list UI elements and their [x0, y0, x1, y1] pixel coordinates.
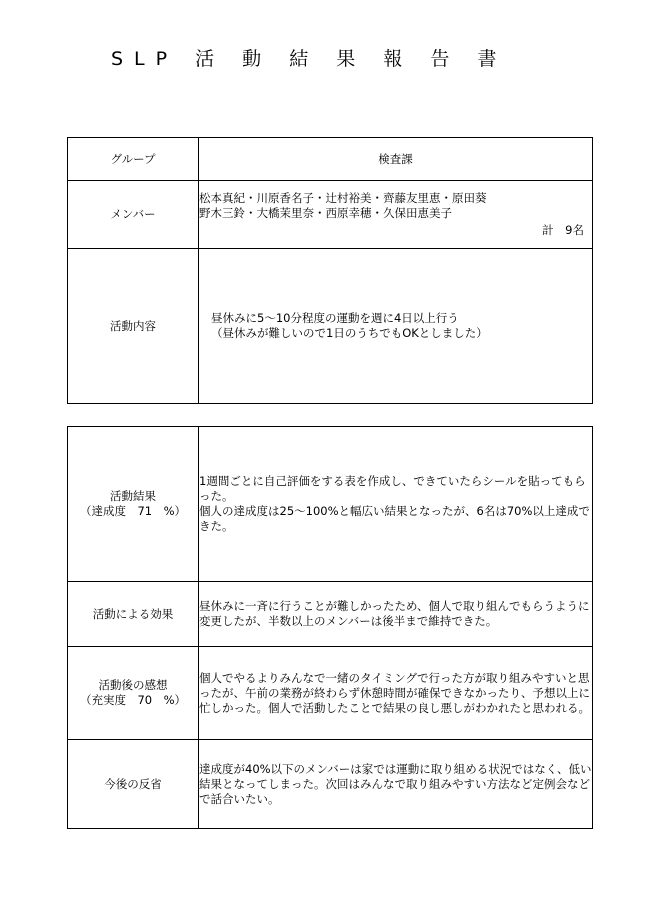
activity-label: 活動内容	[68, 249, 199, 404]
activity-cell	[199, 249, 593, 404]
activity-line-2: （昼休みが難しいので1日のうちでもOKとしました）	[211, 326, 488, 340]
activity-line-1: 昼休みに5～10分程度の運動を週に4日以上行う	[211, 311, 459, 325]
impression-label-cell	[68, 647, 199, 740]
group-row	[68, 138, 593, 181]
page-title: SLP 活 動 結 果 報 告 書	[111, 48, 508, 70]
result-cell	[199, 427, 593, 582]
result-text: 1週間ごとに自己評価をする表を作成し、できていたらシールを貼ってもらった。	[199, 474, 586, 503]
impression-label: 活動後の感想	[98, 678, 168, 692]
reflection-row	[68, 740, 593, 829]
effect-label: 活動による効果	[68, 582, 199, 647]
effect-row	[68, 582, 593, 647]
reflection-label: 今後の反省	[68, 740, 199, 829]
impression-row	[68, 647, 593, 740]
impression-sublabel: （充実度 70 %）	[79, 693, 187, 707]
results-table	[67, 426, 593, 829]
result-row	[68, 427, 593, 582]
reflection-text: 達成度が40%以下のメンバーは家では運動に取り組める状況ではなく、低い結果となってしまった。次回はみんなで取り組みやすい方法など定例会などで話合いたい。	[199, 740, 593, 829]
effect-text: 昼休みに一斉に行うことが難しかったため、個人で取り組んでもらうように変更したが、半数以上のメンバーは後半まで維持できた。	[199, 582, 593, 647]
members-count: 計 9名	[542, 223, 584, 237]
members-line-1: 松本真紀・川原香名子・辻村裕美・齊藤友里恵・原田葵	[199, 191, 487, 205]
group-value: 検査課	[199, 138, 593, 181]
result-label-cell	[68, 427, 199, 582]
members-cell	[199, 181, 593, 249]
members-row	[68, 181, 593, 249]
summary-table	[67, 137, 593, 404]
activity-row	[68, 249, 593, 404]
result-sublabel: （達成度 71 %）	[79, 504, 187, 518]
result-label: 活動結果	[110, 489, 156, 503]
members-line-2: 野木三鈴・大橋茉里奈・西原幸穂・久保田恵美子	[199, 206, 452, 220]
members-label: メンバー	[68, 181, 199, 249]
result-text-2: 個人の達成度は25～100%と幅広い結果となったが、6名は70%以上達成できた。	[199, 504, 590, 533]
impression-text: 個人でやるよりみんなで一緒のタイミングで行った方が取り組みやすいと思ったが、午前の業務が終わらず休憩時間が確保できなかったり、予想以上に忙しかった。個人で活動したことで結果の良し悪しがわかれたと思われる。	[199, 647, 593, 740]
group-label: グループ	[68, 138, 199, 181]
activity-text	[199, 311, 592, 341]
